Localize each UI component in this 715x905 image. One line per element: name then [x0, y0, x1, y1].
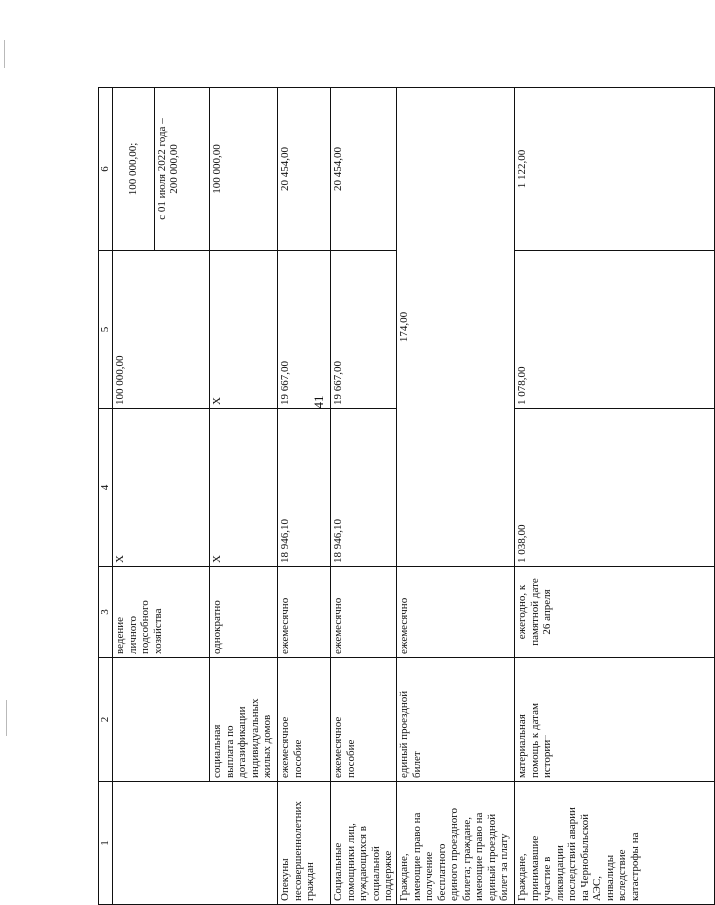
- amount-subcell: 100 000,00;: [126, 88, 155, 250]
- scan-edge-mark: [4, 40, 5, 68]
- table-row: [113, 88, 210, 905]
- table-header-row: [99, 88, 113, 905]
- amount-subcell: с 01 июля 2022 года – 200 000,00: [155, 118, 180, 220]
- table-row: [331, 88, 397, 905]
- frequency-cell: ежемесячно: [331, 567, 397, 658]
- amount-cell: 19 667,00: [278, 251, 331, 409]
- recipient-cell: Граждане, имеющие право на получение бесплатного единого проездного билета; граждане, имеющие право на единый проездной билет за плату: [397, 782, 515, 905]
- benefit-type-cell: ежемесячное пособие: [278, 658, 331, 782]
- recipient-cell: Граждане, принимавшие участие в ликвидации последствий аварии на Чернобыльской АЭС, инвалиды вследствие катастрофы на: [515, 782, 715, 905]
- frequency-cell: ежемесячно: [397, 567, 515, 658]
- amount-subtable: [126, 88, 197, 250]
- benefit-type-cell: ежемесячное пособие: [331, 658, 397, 782]
- benefits-table: [98, 87, 715, 905]
- document-frame: [98, 88, 641, 905]
- column-number: 1: [99, 782, 113, 905]
- scan-edge-mark: [6, 700, 7, 736]
- recipient-cell: Опекуны несовершеннолетних граждан: [278, 782, 331, 905]
- amount-cell: 19 667,00: [331, 251, 397, 409]
- amount-cell: [113, 88, 210, 251]
- column-number: 6: [99, 88, 113, 251]
- frequency-cell: ежемесячно: [278, 567, 331, 658]
- amount-cell: Х: [113, 409, 210, 567]
- table-row: [515, 88, 715, 905]
- amount-cell: 20 454,00: [331, 88, 397, 251]
- page-number: 41: [311, 395, 326, 409]
- column-number: 2: [99, 658, 113, 782]
- frequency-cell: ведение личного подсобного хозяйства: [113, 567, 210, 658]
- amount-cell: Х: [210, 409, 278, 567]
- column-number: 3: [99, 567, 113, 658]
- amount-cell: 20 454,00: [278, 88, 331, 251]
- benefit-type-cell: материальная помощь к датам истории: [515, 658, 715, 782]
- column-number: 4: [99, 409, 113, 567]
- benefit-type-cell: [113, 658, 210, 782]
- amount-cell: 18 946,10: [331, 409, 397, 567]
- table-row: [278, 88, 331, 905]
- amount-cell: 100 000,00: [210, 88, 278, 251]
- benefit-type-cell: социальная выплата по догазификации индивидуальных жилых домов: [210, 658, 278, 782]
- benefit-type-cell: единый проездной билет: [397, 658, 515, 782]
- amount-cell: 1 122,00: [515, 88, 715, 251]
- amount-cell: Х: [210, 251, 278, 409]
- recipient-cell: [113, 782, 278, 905]
- amount-cell: 18 946,10: [278, 409, 331, 567]
- column-number: 5: [99, 251, 113, 409]
- frequency-cell: ежегодно, к памятной дате 26 апреля: [515, 567, 715, 658]
- amount-cell: 174,00: [397, 88, 515, 567]
- table-row: [397, 88, 515, 905]
- rotated-table-wrapper: [98, 88, 641, 905]
- amount-cell: 1 078,00: [515, 251, 715, 409]
- frequency-cell: однократно: [210, 567, 278, 658]
- recipient-cell: Социальные помощники лиц, нуждающихся в социальной поддержке: [331, 782, 397, 905]
- amount-cell: 1 038,00: [515, 409, 715, 567]
- amount-cell: 100 000,00: [113, 251, 210, 409]
